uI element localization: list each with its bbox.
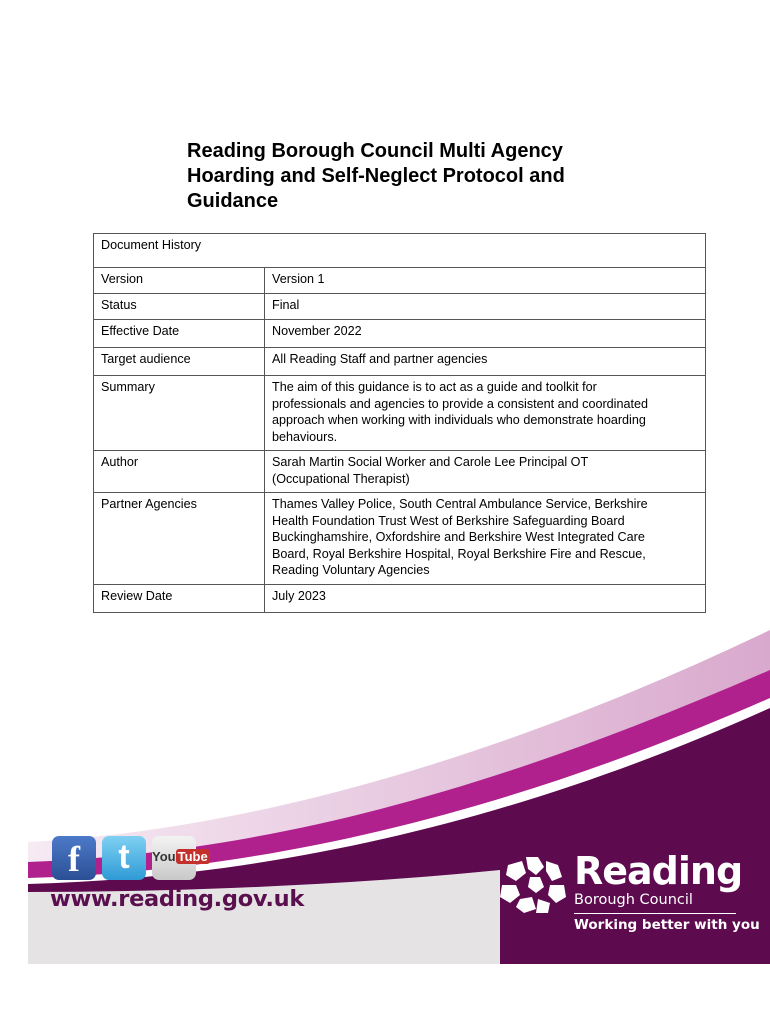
youtube-glyph	[152, 849, 208, 864]
value-line: behaviours.	[272, 429, 338, 444]
value-line: Reading Voluntary Agencies	[272, 563, 430, 578]
row-label: Review Date	[94, 585, 265, 613]
table-row	[94, 294, 706, 320]
value-line: Health Foundation Trust West of Berkshire Safeguarding Board	[272, 513, 625, 528]
table-row	[94, 376, 706, 451]
brand-name: Reading	[574, 849, 743, 893]
value-line: All Reading Staff and partner agencies	[272, 352, 488, 366]
table-row	[94, 585, 706, 613]
row-value	[265, 320, 706, 348]
row-label: Target audience	[94, 348, 265, 376]
document-history-table	[93, 233, 706, 613]
value-line: (Occupational Therapist)	[272, 471, 410, 486]
row-value	[265, 451, 706, 493]
row-value	[265, 585, 706, 613]
value-line: Board, Royal Berkshire Hospital, Royal Berkshire Fire and Rescue,	[272, 546, 646, 561]
table-row	[94, 320, 706, 348]
twitter-icon[interactable]	[102, 836, 146, 880]
footer-swoosh-graphic	[0, 630, 770, 1024]
facebook-glyph: f	[68, 839, 80, 879]
row-value	[265, 376, 706, 451]
row-label: Partner Agencies	[94, 493, 265, 585]
row-value	[265, 493, 706, 585]
value-line: Buckinghamshire, Oxfordshire and Berkshire West Integrated Care	[272, 530, 645, 545]
youtube-tube: Tube	[177, 849, 208, 864]
title-line-3: Guidance	[187, 190, 279, 212]
youtube-you: You	[152, 849, 176, 864]
brand-subtitle: Borough Council	[574, 892, 693, 908]
table-row	[94, 348, 706, 376]
row-label: Status	[94, 294, 265, 320]
facebook-icon[interactable]	[52, 836, 96, 880]
value-line: July 2023	[272, 589, 326, 603]
reading-logo-icon	[500, 855, 568, 913]
row-label: Effective Date	[94, 320, 265, 348]
website-url[interactable]: www.reading.gov.uk	[50, 886, 305, 912]
table-header-row	[94, 234, 706, 268]
twitter-glyph: t	[118, 838, 130, 876]
row-label: Version	[94, 268, 265, 294]
value-line: Thames Valley Police, South Central Ambulance Service, Berkshire	[272, 497, 648, 511]
youtube-icon[interactable]	[152, 836, 208, 880]
document-title	[187, 139, 667, 214]
value-line: Version 1	[272, 272, 325, 286]
council-brand	[574, 850, 760, 933]
value-line: Sarah Martin Social Worker and Carole Lee Principal OT	[272, 455, 589, 469]
table-row	[94, 268, 706, 294]
brand-tagline: Working better with you	[574, 917, 760, 933]
table-row	[94, 493, 706, 585]
value-line: professionals and agencies to provide a consistent and coordinated	[272, 396, 648, 411]
row-value	[265, 294, 706, 320]
title-line-1: Reading Borough Council Multi Agency	[187, 140, 563, 162]
value-line: The aim of this guidance is to act as a guide and toolkit for	[272, 380, 597, 394]
value-line: approach when working with individuals who demonstrate hoarding	[272, 413, 646, 428]
row-label: Summary	[94, 376, 265, 451]
brand-divider	[574, 913, 736, 914]
value-line: November 2022	[272, 324, 362, 338]
title-line-2: Hoarding and Self-Neglect Protocol and	[187, 165, 565, 187]
row-value	[265, 348, 706, 376]
table-caption: Document History	[94, 234, 706, 268]
row-value	[265, 268, 706, 294]
row-label: Author	[94, 451, 265, 493]
table-row	[94, 451, 706, 493]
value-line: Final	[272, 298, 300, 312]
